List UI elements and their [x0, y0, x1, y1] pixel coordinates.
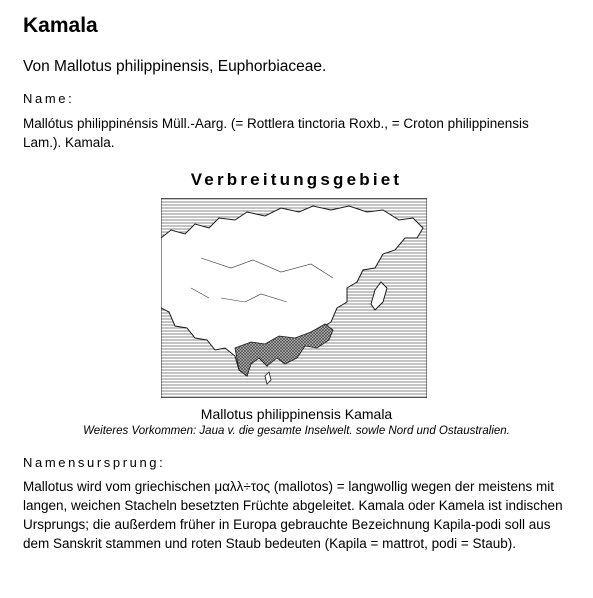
page-title: Kamala — [23, 14, 98, 37]
distribution-map — [161, 198, 427, 398]
origin-section-text: Mallotus wird vom griechischen μαλλ÷τος (mallotos) = langwollig wegen der meistens mit langen, weichen Stacheln besetzten Früchte abgeleitet. Kamala oder Kamela ist indischen Ursprungs; die außerdem früher in Europa gebrauchte Bezeichnung Kapila-podi soll aus dem Sanskrit stammen und roten Staub bedeuten (Kapila = mattrot, podi = Staub). — [23, 479, 563, 551]
map-caption: Mallotus philippinensis Kamala — [200, 406, 393, 422]
map-note: Weiteres Vorkommen: Jaua v. die gesamte Inselwelt. sowle Nord und Ostaustralien. — [83, 425, 510, 437]
distribution-map-image — [161, 198, 427, 398]
map-title: Verbreitungsgebiet — [190, 170, 403, 189]
name-section-label: Name: — [23, 91, 75, 106]
name-section-text: Mallótus philippinénsis Müll.-Aarg. (= Rottlera tinctoria Roxb., = Croton philippinensis Lam.). Kamala. — [23, 116, 529, 150]
page-subtitle: Von Mallotus philippinensis, Euphorbiaceae. — [23, 58, 327, 75]
origin-section-label: Namensursprung: — [23, 455, 166, 470]
